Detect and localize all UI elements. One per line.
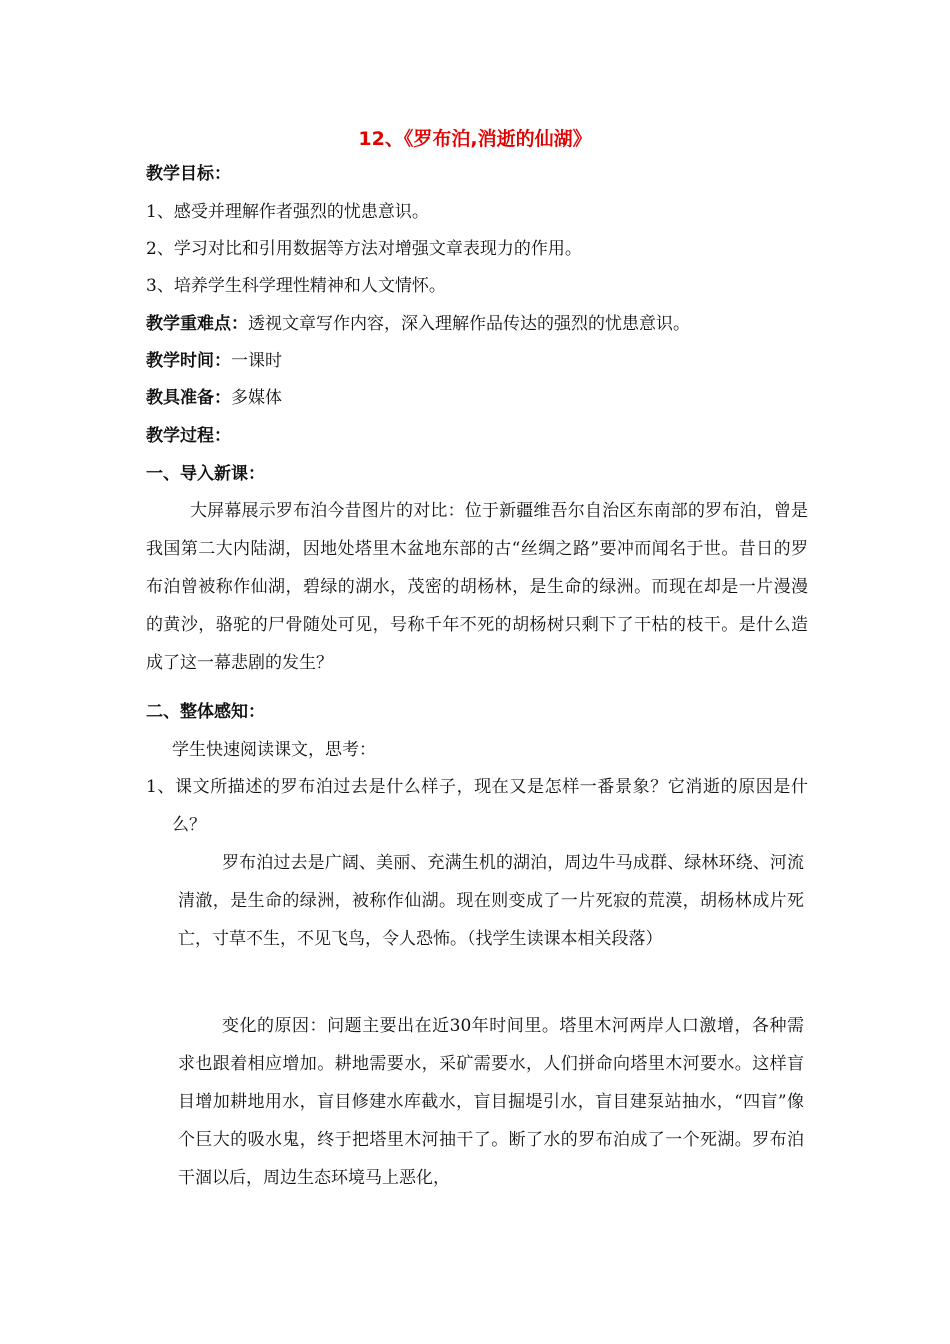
section2-heading: 二、整体感知： xyxy=(146,702,265,722)
goal-item-1: 1、感受并理解作者强烈的忧患意识。 xyxy=(146,202,429,222)
question-1: 1、课文所描述的罗布泊过去是什么样子，现在又是怎样一番景象？它消逝的原因是什么？ xyxy=(146,777,808,835)
goals-heading: 教学目标： xyxy=(146,164,231,184)
tools-text: 多媒体 xyxy=(231,388,282,408)
key-points-row xyxy=(146,312,690,336)
section2-intro: 学生快速阅读课文，思考： xyxy=(172,740,376,760)
section1-heading: 一、导入新课： xyxy=(146,464,265,484)
goal-item-2: 2、学习对比和引用数据等方法对增强文章表现力的作用。 xyxy=(146,239,582,259)
section1-paragraph: 大屏幕展示罗布泊今昔图片的对比：位于新疆维吾尔自治区东南部的罗布泊，曾是我国第二大内陆湖，因地处塔里木盆地东部的古“丝绸之路”要冲而闻名于世。昔日的罗布泊曾被称作仙湖，碧绿的湖水，茂密的胡杨林，是生命的绿洲。而现在却是一片漫漫的黄沙，骆驼的尸骨随处可见，号称千年不死的胡杨树只剩下了干枯的枝干。是什么造成了这一幕悲剧的发生？ xyxy=(146,501,808,673)
key-points-label: 教学重难点： xyxy=(146,314,248,334)
goal-item-3: 3、培养学生科学理性精神和人文情怀。 xyxy=(146,276,446,296)
key-points-text: 透视文章写作内容，深入理解作品传达的强烈的忧患意识。 xyxy=(248,314,690,334)
answer-1: 罗布泊过去是广阔、美丽、充满生机的湖泊，周边牛马成群、绿林环绕、河流清澈，是生命的绿洲，被称作仙湖。现在则变成了一片死寂的荒漠，胡杨林成片死亡，寸草不生，不见飞鸟，令人恐怖。（找学生读课本相关段落） xyxy=(178,853,804,949)
time-label: 教学时间： xyxy=(146,351,231,371)
tools-label: 教具准备： xyxy=(146,388,231,408)
tools-row xyxy=(146,386,282,410)
answer-2: 变化的原因：问题主要出在近30年时间里。塔里木河两岸人口激增，各种需求也跟着相应增加。耕地需要水，采矿需要水，人们拼命向塔里木河要水。这样盲目增加耕地用水，盲目修建水库截水，盲目掘堤引水，盲目建泵站抽水，“四盲”像个巨大的吸水鬼，终于把塔里木河抽干了。断了水的罗布泊成了一个死湖。罗布泊干涸以后，周边生态环境马上恶化， xyxy=(178,1016,804,1188)
document-title: 12、《罗布泊,消逝的仙湖》 xyxy=(358,128,592,150)
time-row xyxy=(146,349,282,373)
process-heading: 教学过程： xyxy=(146,426,231,446)
time-text: 一课时 xyxy=(231,351,282,371)
